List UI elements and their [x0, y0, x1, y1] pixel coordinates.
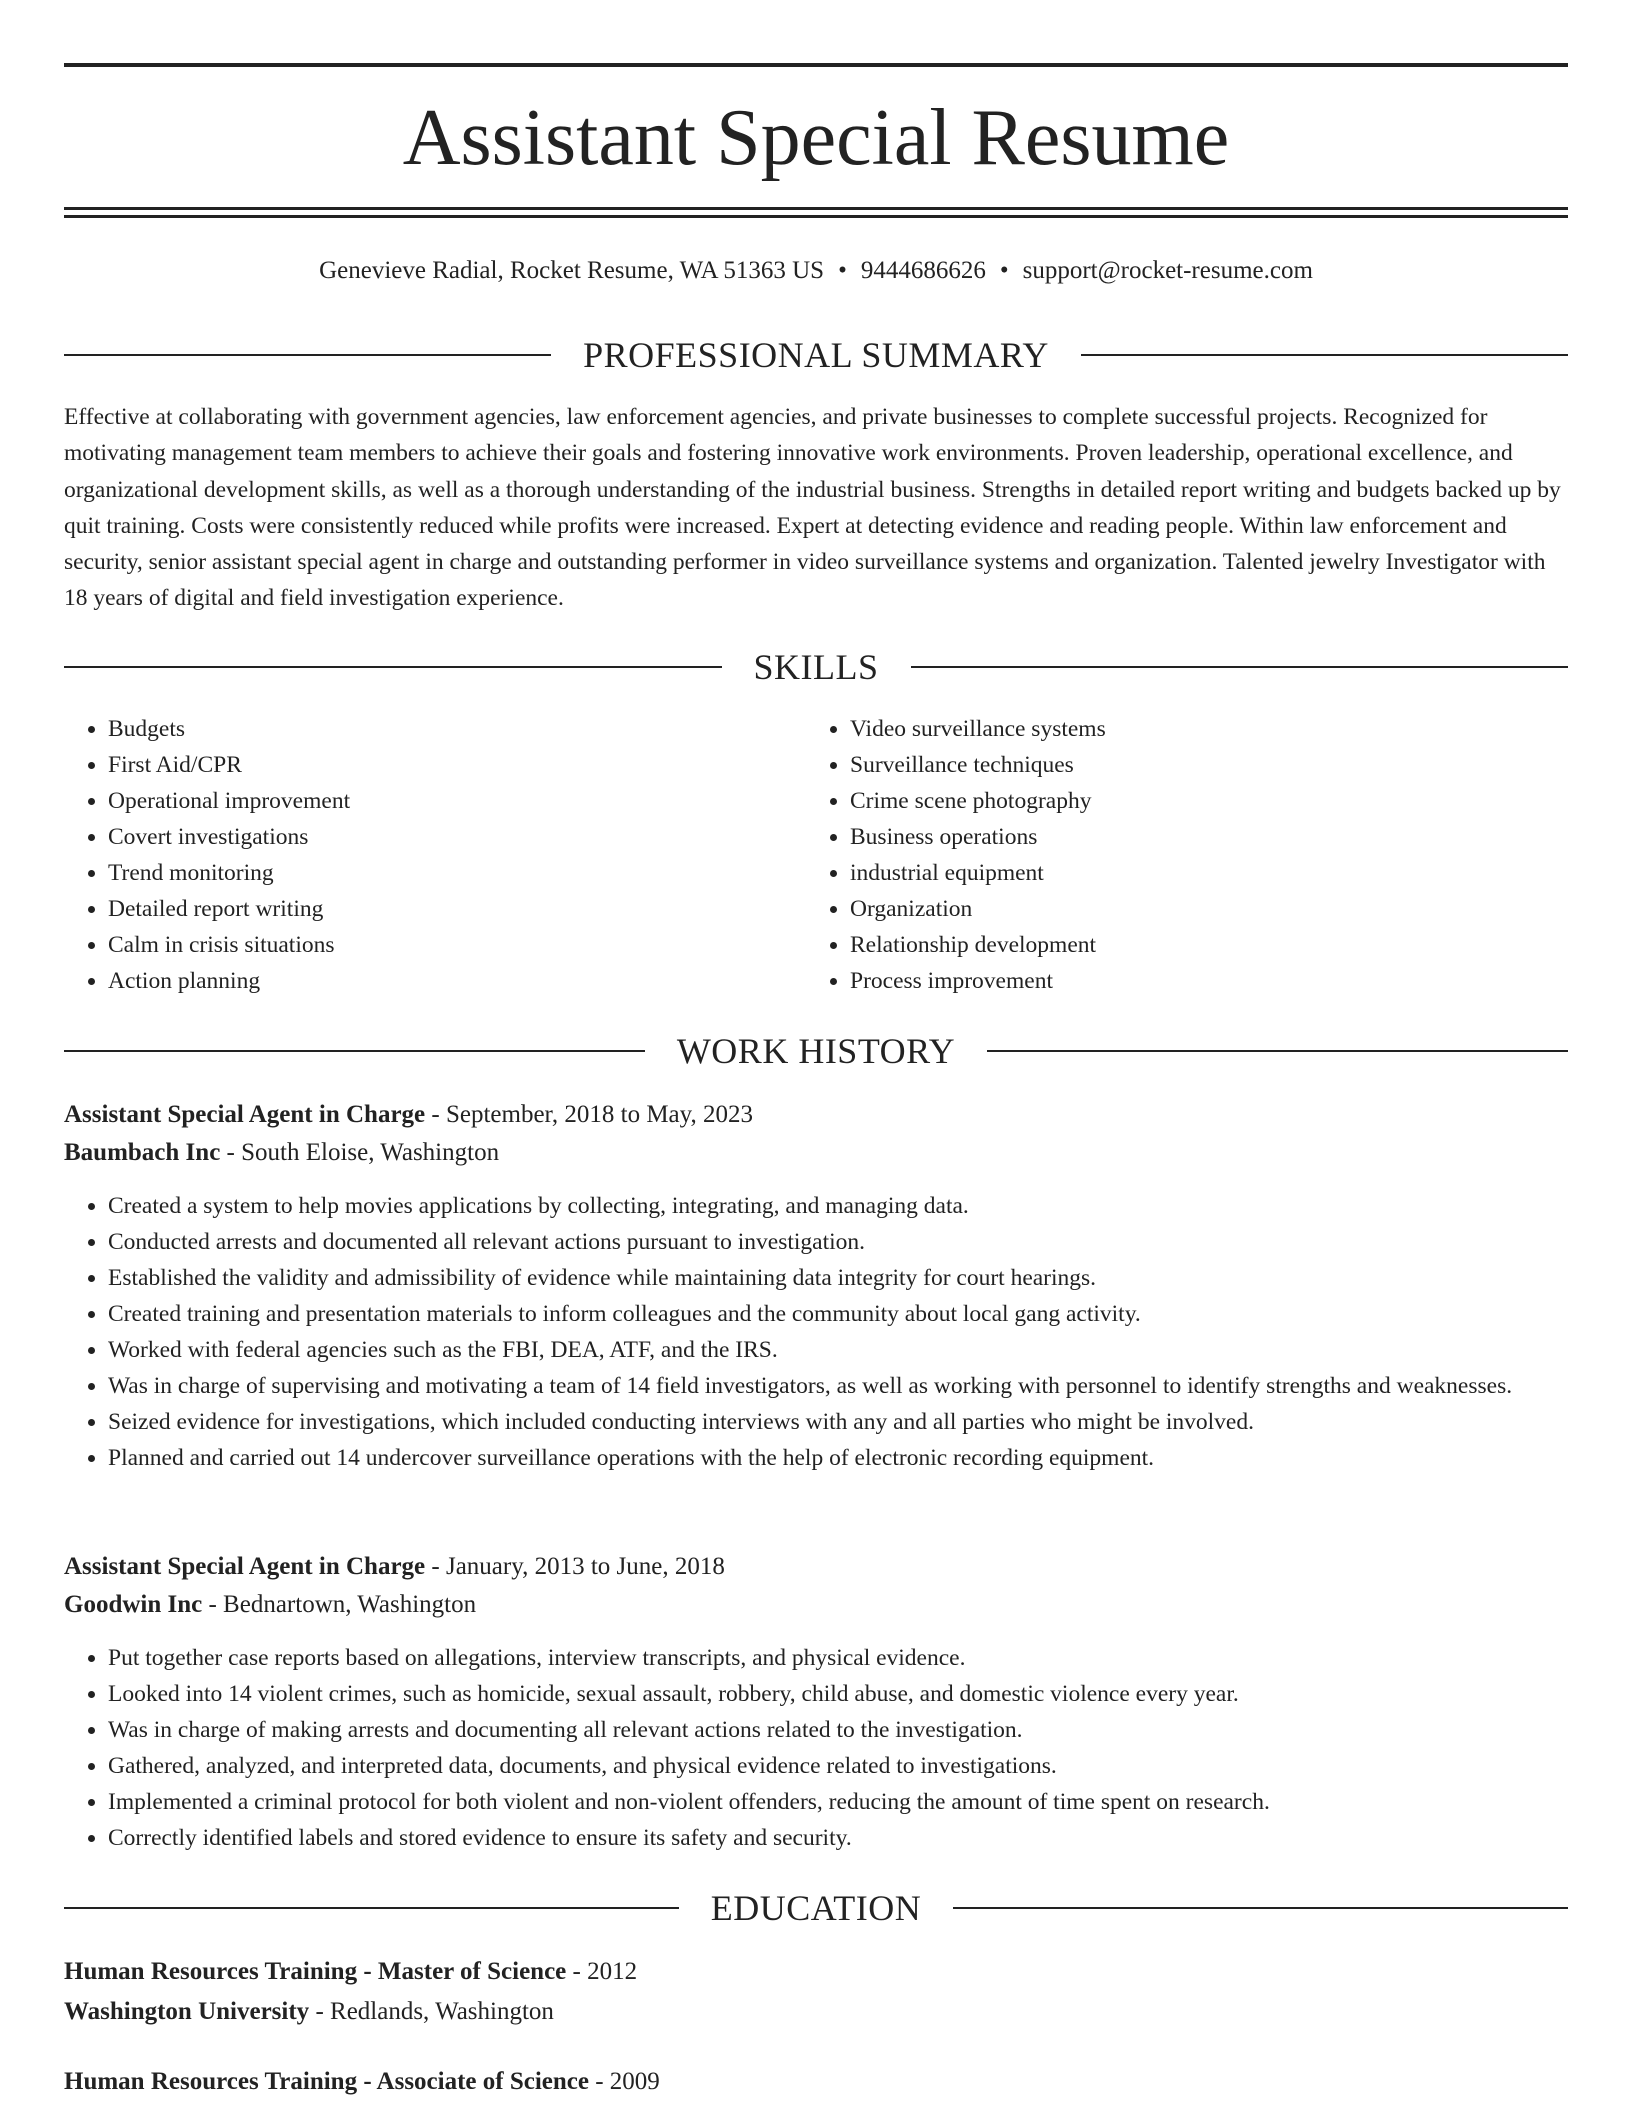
job-entry — [64, 1548, 1568, 1856]
divider-line — [987, 1050, 1568, 1052]
job-bullets — [64, 1640, 1568, 1856]
job-title: Assistant Special Agent in Charge — [64, 1553, 426, 1580]
job-company: Baumbach Inc — [64, 1139, 221, 1166]
job-title-line — [64, 1096, 1568, 1134]
skills-column-left — [64, 711, 806, 999]
skills-column-right — [806, 711, 1548, 999]
section-heading-work — [64, 1029, 1568, 1073]
skill-item: • Business operations — [850, 819, 1548, 855]
job-bullet: • Seized evidence for investigations, which included conducting interviews with any and all parties who might be involved. — [108, 1404, 1568, 1440]
section-title: PROFESSIONAL SUMMARY — [583, 335, 1049, 375]
education-school-line — [64, 1992, 1568, 2032]
divider-line — [64, 354, 551, 356]
education-year: - 2012 — [566, 1958, 638, 1985]
contact-phone: 9444686626 — [860, 257, 986, 284]
job-bullet: • Correctly identified labels and stored evidence to ensure its safety and security. — [108, 1820, 1568, 1856]
contact-email: support@rocket-resume.com — [1022, 257, 1313, 284]
resume-title: Assistant Special Resume — [402, 94, 1230, 182]
skill-item: • Covert investigations — [108, 819, 806, 855]
job-bullet: • Put together case reports based on allegations, interview transcripts, and physical evidence. — [108, 1640, 1568, 1676]
education-degree: Human Resources Training - Master of Science — [64, 1958, 567, 1985]
job-bullet: • Created a system to help movies applications by collecting, integrating, and managing data. — [108, 1188, 1568, 1224]
job-bullet: • Gathered, analyzed, and interpreted data, documents, and physical evidence related to investigations. — [108, 1748, 1568, 1784]
divider-line — [953, 1907, 1568, 1909]
job-company-line — [64, 1134, 1568, 1172]
job-bullet: • Looked into 14 violent crimes, such as homicide, sexual assault, robbery, child abuse, and domestic violence every year. — [108, 1676, 1568, 1712]
job-bullet: • Was in charge of supervising and motivating a team of 14 field investigators, as well as working with personnel to identify strengths and weaknesses. — [108, 1368, 1568, 1404]
job-bullets — [64, 1188, 1568, 1476]
skill-item: • Organization — [850, 891, 1548, 927]
job-entry — [64, 1096, 1568, 1476]
education-degree: Human Resources Training - Associate of Science — [64, 2068, 589, 2095]
job-bullet: • Created training and presentation materials to inform colleagues and the community about local gang activity. — [108, 1296, 1568, 1332]
job-bullet: • Worked with federal agencies such as the FBI, DEA, ATF, and the IRS. — [108, 1332, 1568, 1368]
skill-item: • Video surveillance systems — [850, 711, 1548, 747]
job-title: Assistant Special Agent in Charge — [64, 1101, 426, 1128]
job-bullet: • Planned and carried out 14 undercover surveillance operations with the help of electronic recording equipment. — [108, 1440, 1568, 1476]
skill-item: • Budgets — [108, 711, 806, 747]
section-title: WORK HISTORY — [676, 1031, 956, 1071]
divider-line — [64, 1050, 645, 1052]
skill-item: • Surveillance techniques — [850, 747, 1548, 783]
contact-address: Genevieve Radial, Rocket Resume, WA 51363 US — [319, 257, 825, 284]
section-title: SKILLS — [753, 647, 879, 687]
job-bullet: • Was in charge of making arrests and documenting all relevant actions related to the investigation. — [108, 1712, 1568, 1748]
education-location: - Redlands, Washington — [309, 1998, 554, 2025]
skill-item: • Trend monitoring — [108, 855, 806, 891]
title-rule-upper — [64, 207, 1568, 210]
divider-line — [911, 666, 1569, 668]
divider-line — [64, 666, 722, 668]
contact-separator: • — [999, 257, 1009, 284]
divider-line — [64, 1907, 679, 1909]
divider-line — [1081, 354, 1568, 356]
skills-list — [64, 711, 1568, 999]
summary-paragraph: Effective at collaborating with government agencies, law enforcement agencies, and private businesses to complete successful projects. Recognized for motivating management team members to achieve their goals and fostering innovative work environments. Proven leadership, operational excellence, and organizational development skills, as well as a thorough understanding of the industrial business. Strengths in detailed report writing and budgets backed up by quit training. Costs were consistently reduced while profits were increased. Expert at detecting evidence and reading people. Within law enforcement and security, senior assistant special agent in charge and outstanding performer in video surveillance systems and organization. Talented jewelry Investigator with 18 years of digital and field investigation experience. — [64, 404, 1561, 612]
job-bullet: • Established the validity and admissibility of evidence while maintaining data integrity for court hearings. — [108, 1260, 1568, 1296]
skill-item: • Operational improvement — [108, 783, 806, 819]
skill-item: • Relationship development — [850, 927, 1548, 963]
job-company: Goodwin Inc — [64, 1591, 203, 1618]
job-title-line — [64, 1548, 1568, 1586]
job-location: - Bednartown, Washington — [202, 1591, 477, 1618]
skill-item: • Action planning — [108, 963, 806, 999]
section-heading-education — [64, 1886, 1568, 1930]
education-entry — [64, 2062, 1568, 2102]
education-degree-line — [64, 2062, 1568, 2102]
skill-item: • industrial equipment — [850, 855, 1548, 891]
education-school: Washington University — [64, 1998, 310, 2025]
skill-item: • Calm in crisis situations — [108, 927, 806, 963]
title-rule-lower — [64, 215, 1568, 218]
education-degree-line — [64, 1952, 1568, 1992]
section-heading-summary — [64, 333, 1568, 377]
skill-item: • First Aid/CPR — [108, 747, 806, 783]
top-rule — [64, 63, 1568, 67]
job-dates: - January, 2013 to June, 2018 — [425, 1553, 725, 1580]
job-location: - South Eloise, Washington — [220, 1139, 500, 1166]
section-title: EDUCATION — [710, 1888, 922, 1928]
job-bullet: • Conducted arrests and documented all relevant actions pursuant to investigation. — [108, 1224, 1568, 1260]
skill-item: • Detailed report writing — [108, 891, 806, 927]
job-company-line — [64, 1586, 1568, 1624]
skill-item: • Crime scene photography — [850, 783, 1548, 819]
education-year: - 2009 — [588, 2068, 660, 2095]
job-bullet: • Implemented a criminal protocol for both violent and non-violent offenders, reducing the amount of time spent on research. — [108, 1784, 1568, 1820]
skill-item: • Process improvement — [850, 963, 1548, 999]
job-dates: - September, 2018 to May, 2023 — [425, 1101, 754, 1128]
section-heading-skills — [64, 645, 1568, 689]
education-entry — [64, 1952, 1568, 2032]
contact-separator: • — [838, 257, 847, 284]
contact-line — [64, 254, 1568, 288]
